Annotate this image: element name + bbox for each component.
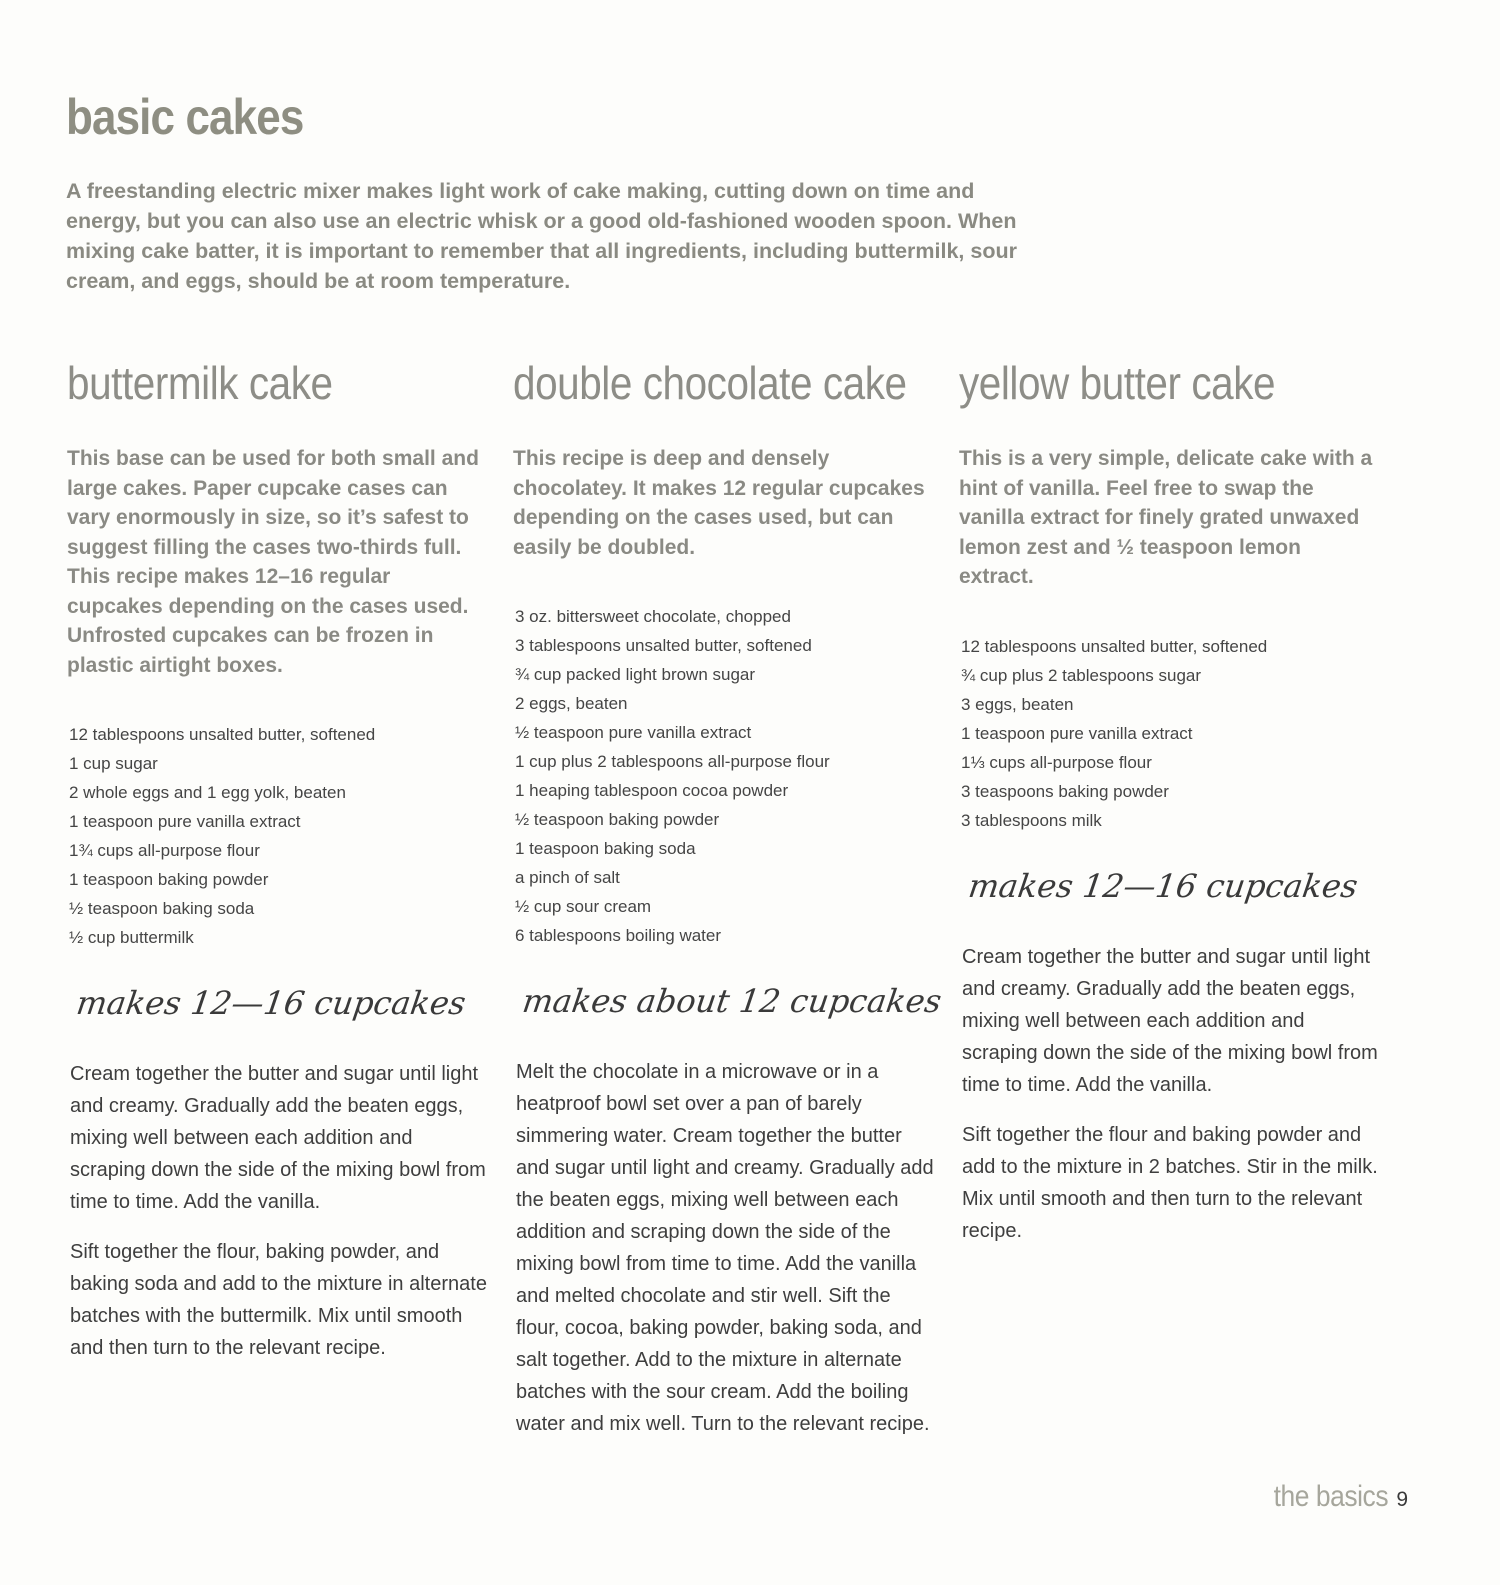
ingredient-list: [515, 602, 933, 950]
ingredient-item: 1 teaspoon baking powder: [69, 870, 269, 889]
method-paragraph: Melt the chocolate in a microwave or in a heatproof bowl set over a pan of barely simmering water. Cream together the butter and sugar until light and creamy. Gradually add the beaten eggs, mixing well between each addition and scraping down the side of the mixing bowl from time to time. Add the vanilla and melted chocolate and stir well. Sift the flour, cocoa, baking powder, baking soda, and salt together. Add to the mixture in alternate batches with the sour cream. Add the boiling water and mix well. Turn to the relevant recipe.: [516, 1061, 934, 1435]
ingredient-item: 3 eggs, beaten: [961, 694, 1074, 714]
ingredient-item: 2 whole eggs and 1 egg yolk, beaten: [69, 783, 346, 802]
recipe-yellow-butter-cake: [959, 355, 1379, 1265]
recipe-method: [70, 1058, 490, 1364]
recipe-description: This recipe is deep and densely chocolatey. It makes 12 regular cupcakes depending on the cases used, but can easily be doubled.: [513, 447, 925, 559]
method-paragraph: Sift together the flour and baking powder and add to the mixture in 2 batches. Stir in the milk. Mix until smooth and then turn to the relevant recipe.: [962, 1123, 1378, 1242]
ingredient-item: 1 heaping tablespoon cocoa powder: [515, 781, 789, 800]
ingredient-list: [69, 720, 487, 952]
recipe-title: double chocolate cake: [513, 357, 907, 409]
ingredient-item: 3 tablespoons milk: [961, 810, 1102, 830]
ingredient-item: ¾ cup packed light brown sugar: [515, 665, 756, 684]
recipe-double-chocolate-cake: [513, 355, 944, 1458]
ingredient-item: ½ teaspoon baking powder: [515, 810, 720, 829]
ingredient-item: 1⅓ cups all-purpose flour: [961, 752, 1152, 772]
ingredient-item: 3 tablespoons unsalted butter, softened: [515, 636, 812, 655]
recipe-description: This base can be used for both small and large cakes. Paper cupcake cases can vary enormously in size, so it’s safest to suggest filling the cases two-thirds full. This recipe makes 12–16 regular cupcakes depending on the cases used. Unfrosted cupcakes can be frozen in plastic airtight boxes.: [67, 447, 479, 677]
ingredient-list: [961, 632, 1379, 835]
section-label: the basics: [1273, 1480, 1388, 1513]
ingredient-item: 3 oz. bittersweet chocolate, chopped: [515, 607, 791, 626]
recipe-method: [516, 1056, 936, 1440]
ingredient-item: 1 cup sugar: [69, 754, 158, 773]
ingredient-item: a pinch of salt: [515, 868, 620, 887]
recipe-yield: makes about 12 cupcakes: [520, 982, 944, 1020]
ingredient-item: ¾ cup plus 2 tablespoons sugar: [961, 665, 1202, 685]
method-paragraph: Cream together the butter and sugar until light and creamy. Gradually add the beaten eggs, mixing well between each addition and scraping down the side of the mixing bowl from time to time. Add the vanilla.: [70, 1063, 486, 1213]
recipe-yield: makes 12—16 cupcakes: [74, 984, 469, 1022]
recipe-title: yellow butter cake: [959, 357, 1276, 409]
recipe-title: buttermilk cake: [67, 357, 333, 409]
page-number: 9: [1396, 1488, 1408, 1511]
ingredient-item: 1 teaspoon pure vanilla extract: [961, 723, 1193, 743]
ingredient-item: ½ cup sour cream: [515, 897, 652, 916]
ingredient-item: 1 cup plus 2 tablespoons all-purpose flour: [515, 752, 830, 771]
intro-paragraph: A freestanding electric mixer makes light work of cake making, cutting down on time and energy, but you can also use an electric whisk or a good old-fashioned wooden spoon. When mixing cake batter, it is important to remember that all ingredients, including buttermilk, sour cream, and eggs, should be at room temperature.: [66, 179, 1017, 293]
page-footer: [1258, 1480, 1408, 1514]
ingredient-item: ½ cup buttermilk: [69, 928, 194, 947]
ingredient-item: 2 eggs, beaten: [515, 694, 628, 713]
recipe-buttermilk-cake: [67, 355, 487, 1382]
method-paragraph: Sift together the flour, baking powder, and baking soda and add to the mixture in alternate batches with the buttermilk. Mix until smooth and then turn to the relevant recipe.: [70, 1241, 487, 1359]
method-paragraph: Cream together the butter and sugar until light and creamy. Gradually add the beaten eggs, mixing well between each addition and scraping down the side of the mixing bowl from time to time. Add the vanilla.: [962, 945, 1378, 1096]
recipe-description: This is a very simple, delicate cake with a hint of vanilla. Feel free to swap the vanilla extract for finely grated unwaxed lemon zest and ½ teaspoon lemon extract.: [959, 447, 1373, 588]
recipe-method: [962, 941, 1382, 1247]
ingredient-item: 1 teaspoon pure vanilla extract: [69, 812, 301, 831]
ingredient-item: 6 tablespoons boiling water: [515, 926, 722, 945]
ingredient-item: ½ teaspoon pure vanilla extract: [515, 723, 752, 742]
recipe-yield: makes 12—16 cupcakes: [966, 866, 1361, 905]
ingredient-item: 12 tablespoons unsalted butter, softened: [961, 636, 1268, 656]
page-title: basic cakes: [66, 89, 304, 145]
ingredient-item: 1¾ cups all-purpose flour: [69, 841, 260, 860]
ingredient-item: 12 tablespoons unsalted butter, softened: [69, 725, 376, 744]
ingredient-item: ½ teaspoon baking soda: [69, 899, 255, 918]
ingredient-item: 3 teaspoons baking powder: [961, 781, 1169, 801]
ingredient-item: 1 teaspoon baking soda: [515, 839, 696, 858]
